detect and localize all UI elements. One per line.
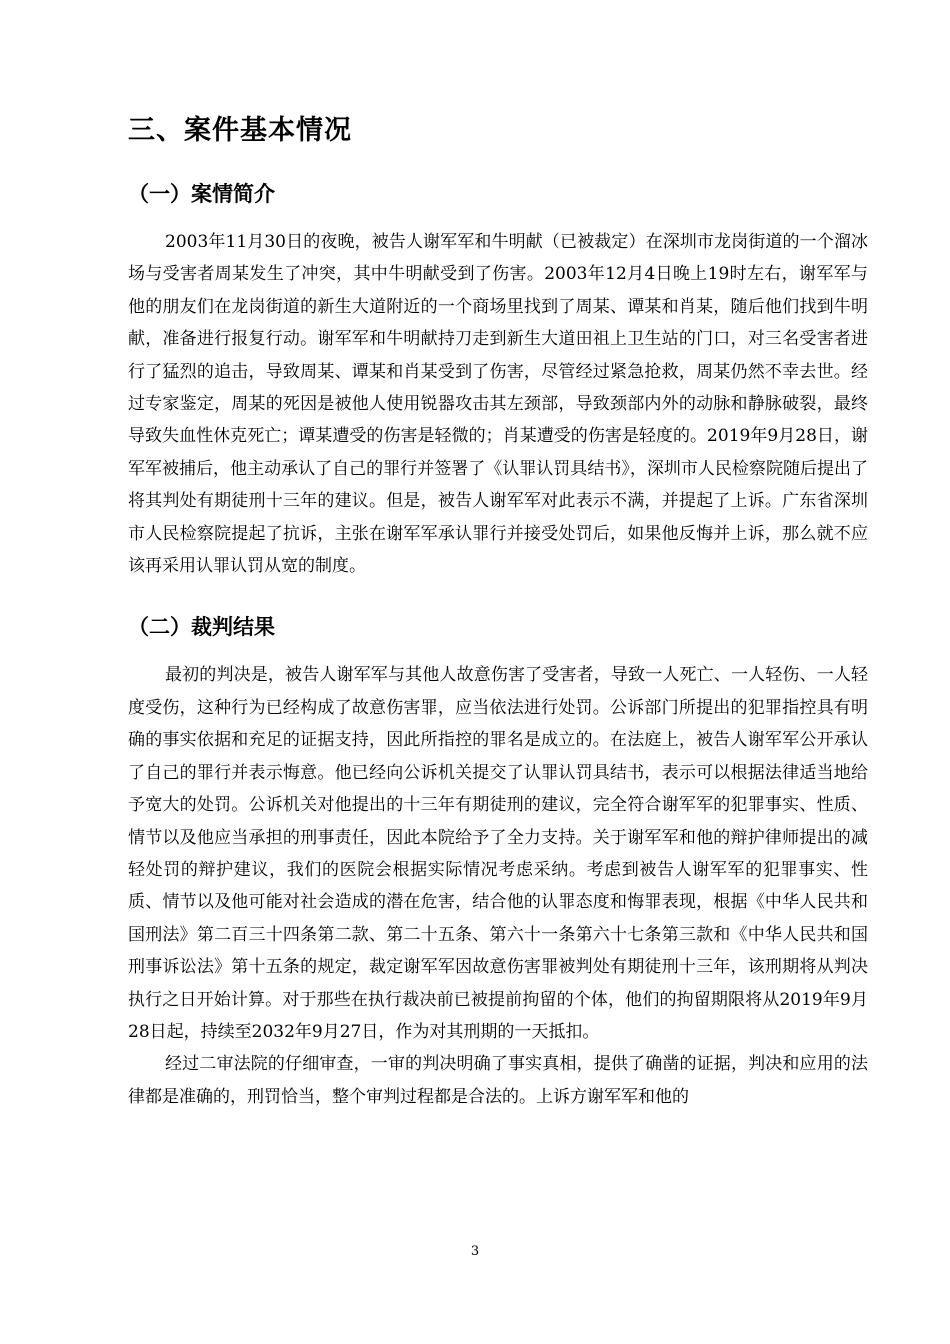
section-heading-case-summary: （一）案情简介 [128, 182, 275, 206]
page-number: 3 [470, 1244, 480, 1259]
case-summary-paragraph: 2003年11月30日的夜晚，被告人谢军军和牛明献（已被裁定）在深圳市龙岗街道的一个溜冰场与受害者周某发生了冲突，其中牛明献受到了伤害。2003年12月4日晚上19时左右，谢军军与他的朋友们在龙岗街道的新生大道附近的一个商场里找到了周某、谭某和肖某，随后他们找到牛明献，准备进行报复行动。谢军军和牛明献持刀走到新生大道田祖上卫生站的门口，对三名受害者进行了猛烈的追击，导致周某、谭某和肖某受到了伤害，尽管经过紧急抢救，周某仍然不幸去世。经过专家鉴定，周某的死因是被他人使用锐器攻击其左颈部，导致颈部内外的动脉和静脉破裂，最终导致失血性休克死亡；谭某遭受的伤害是轻微的；肖某遭受的伤害是轻度的。2019年9月28日，谢军军被捕后，他主动承认了自己的罪行并签署了《认罪认罚具结书》，深圳市人民检察院随后提出了将其判处有期徒刑十三年的建议。但是，被告人谢军军对此表示不满，并提起了上诉。广东省深圳市人民检察院提起了抗诉，主张在谢军军承认罪行并接受处罚后，如果他反悔并上诉，那么就不应该再采用认罪认罚从宽的制度。 [128, 232, 868, 577]
section-spacer [128, 582, 868, 609]
judgment-paragraph-2: 经过二审法院的仔细审查，一审的判决明确了事实真相，提供了确凿的证据，判决和应用的法律都是准确的，刑罚恰当，整个审判过程都是合法的。上诉方谢军军和他的 [128, 1054, 868, 1107]
judgment-paragraph-1: 最初的判决是，被告人谢军军与其他人故意伤害了受害者，导致一人死亡、一人轻伤、一人轻度受伤，这种行为已经构成了故意伤害罪，应当依法进行处罚。公诉部门所提出的犯罪指控具有明确的事实依据和充足的证据支持，因此所指控的罪名是成立的。在法庭上，被告人谢军军公开承认了自己的罪行并表示悔意。他已经向公诉机关提交了认罪认罚具结书，表示可以根据法律适当地给予宽大的处罚。公诉机关对他提出的十三年有期徒刑的建议，完全符合谢军军的犯罪事实、性质、情节以及他应当承担的刑事责任，因此本院给予了全力支持。关于谢军军和他的辩护律师提出的减轻处罚的辩护建议，我们的医院会根据实际情况考虑采纳。考虑到被告人谢军军的犯罪事实、性质、情节以及他可能对社会造成的潜在危害，结合他的认罪态度和悔罪表现，根据《中华人民共和国刑法》第二百三十四条第二款、第二十五条、第六十一条第六十七条第三款和《中华人民共和国刑事诉讼法》第十五条的规定，裁定谢军军因故意伤害罪被判处有期徒刑十三年，该刑期将从判决执行之日开始计算。对于那些在执行裁决前已被提前拘留的个体，他们的拘留期限将从2019年9月28日起，持续至2032年9月27日，作为对其刑期的一天抵扣。 [128, 665, 868, 1042]
section-heading-judgment: （二）裁判结果 [128, 615, 275, 640]
page-content [128, 106, 868, 1113]
chapter-heading: 三、案件基本情况 [128, 115, 352, 146]
